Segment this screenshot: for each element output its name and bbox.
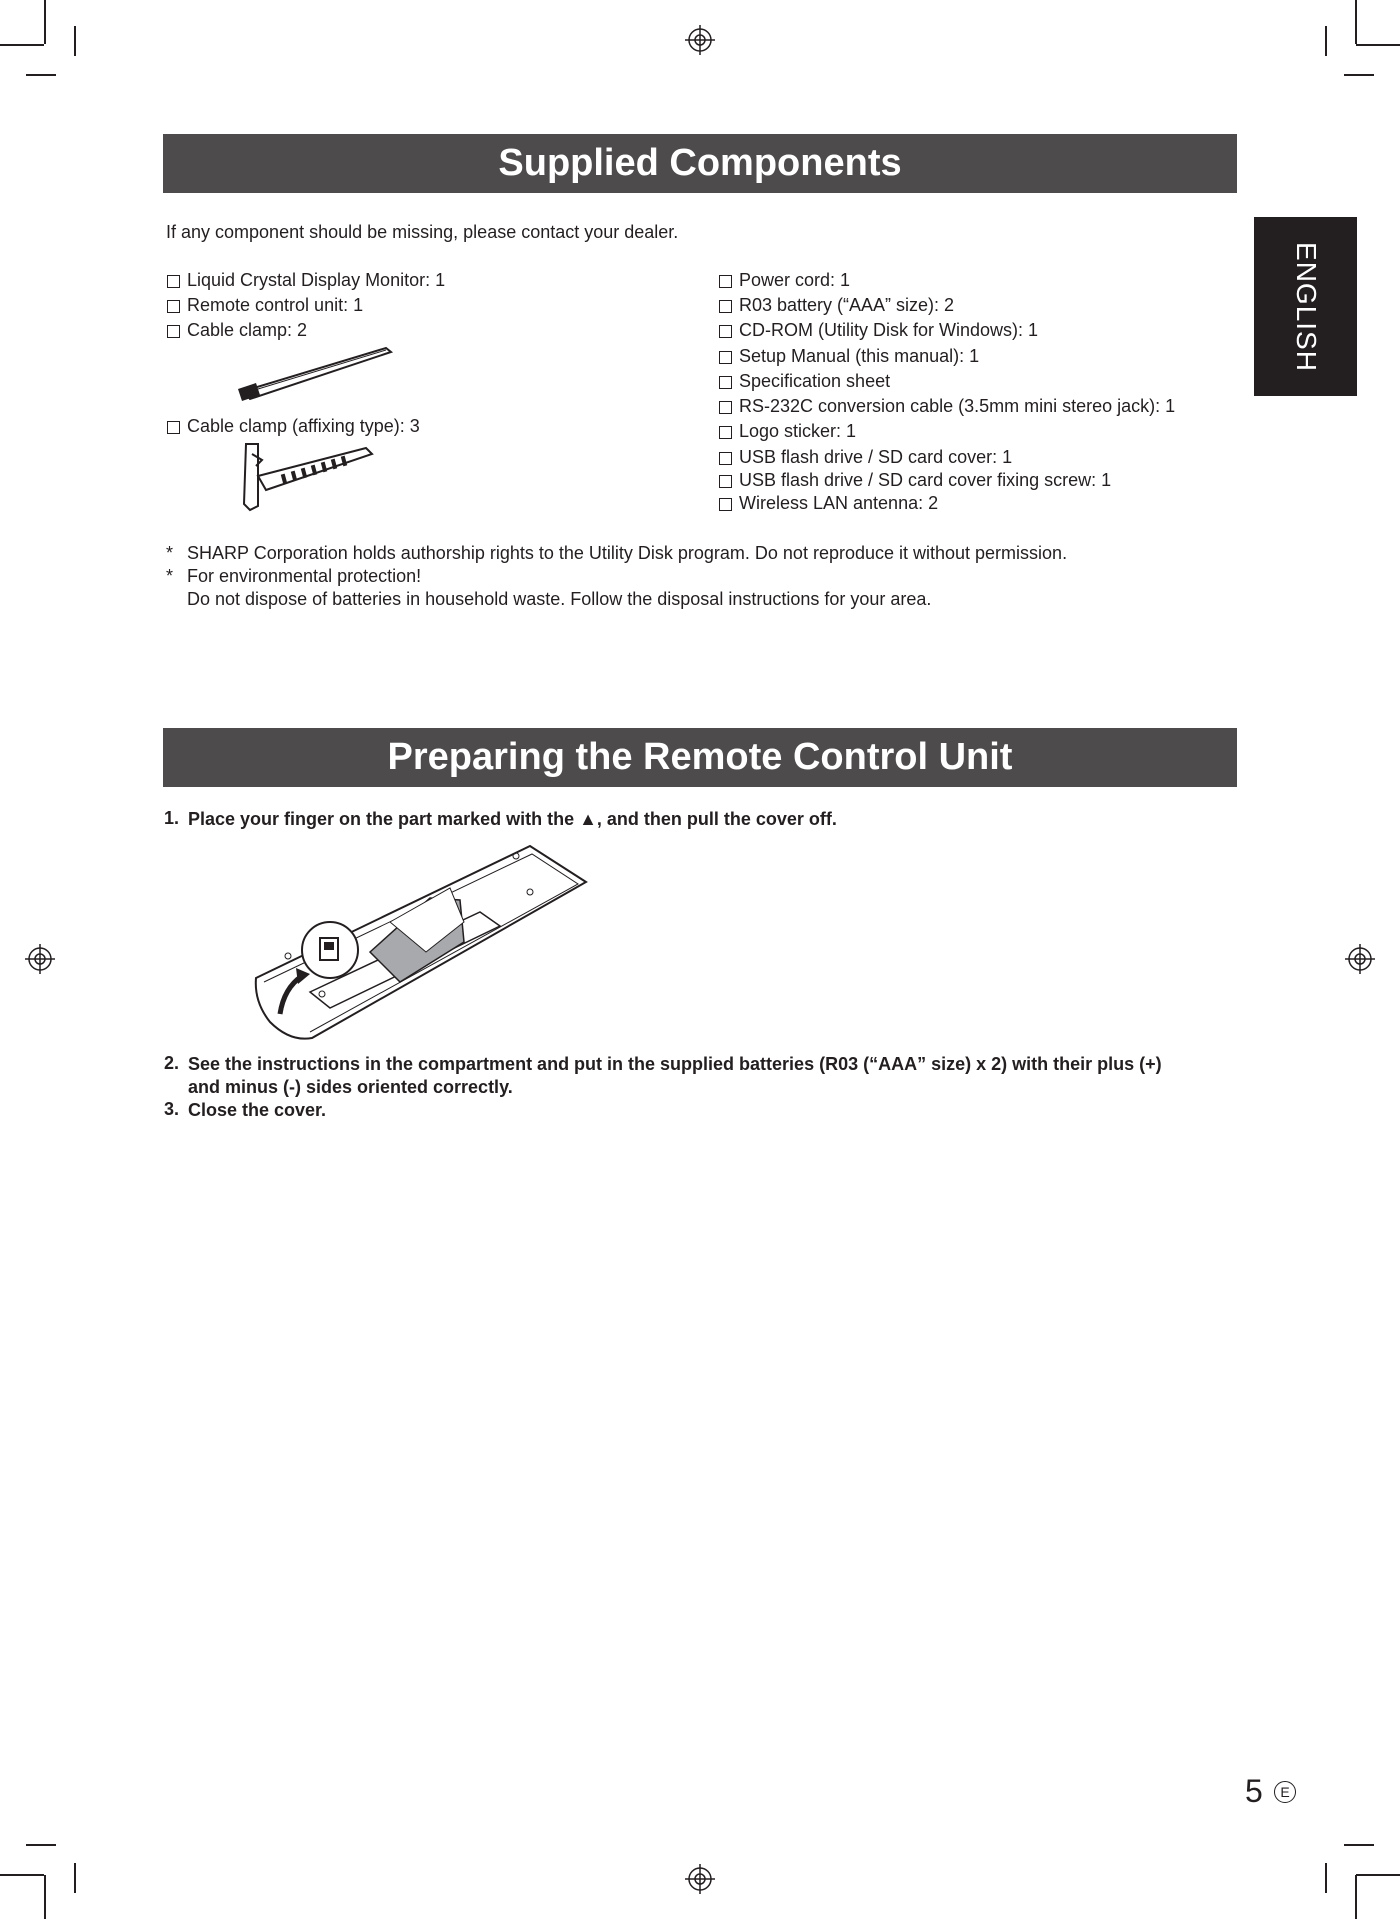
checkbox-icon bbox=[719, 376, 732, 389]
checkbox-icon bbox=[167, 275, 180, 288]
checkbox-icon bbox=[167, 300, 180, 313]
checkbox-icon bbox=[719, 275, 732, 288]
component-item: Wireless LAN antenna: 2 bbox=[719, 493, 938, 514]
checkbox-icon bbox=[719, 475, 732, 488]
component-item: Liquid Crystal Display Monitor: 1 bbox=[167, 270, 445, 291]
page-number: 5 bbox=[1245, 1773, 1263, 1809]
missing-component-intro: If any component should be missing, please contact your dealer. bbox=[166, 222, 679, 242]
supplied-components-heading: Supplied Components bbox=[163, 134, 1237, 193]
affixing-clamp-illustration bbox=[236, 440, 376, 514]
note-text: For environmental protection! bbox=[187, 566, 422, 586]
component-item: USB flash drive / SD card cover: 1 bbox=[719, 447, 1012, 468]
checkbox-icon bbox=[719, 426, 732, 439]
note-text: Do not dispose of batteries in household waste. Follow the disposal instructions for your area. bbox=[187, 589, 932, 609]
remote-control-heading: Preparing the Remote Control Unit bbox=[163, 728, 1237, 787]
page-suffix-badge: E bbox=[1274, 1781, 1296, 1803]
component-item: Cable clamp (affixing type): 3 bbox=[167, 416, 420, 437]
component-item: R03 battery (“AAA” size): 2 bbox=[719, 295, 954, 316]
component-item: Setup Manual (this manual): 1 bbox=[719, 346, 979, 367]
checkbox-icon bbox=[167, 421, 180, 434]
checkbox-icon bbox=[719, 351, 732, 364]
note-mark: * bbox=[166, 566, 174, 586]
language-label: ENGLISH bbox=[1290, 241, 1322, 372]
note-mark: * bbox=[166, 543, 174, 563]
component-item: USB flash drive / SD card cover fixing screw: 1 bbox=[719, 470, 1111, 491]
component-item: Power cord: 1 bbox=[719, 270, 850, 291]
component-item: Logo sticker: 1 bbox=[719, 421, 856, 442]
language-tab bbox=[1254, 217, 1357, 396]
checkbox-icon bbox=[719, 325, 732, 338]
checkbox-icon bbox=[719, 401, 732, 414]
note-text: SHARP Corporation holds authorship rights to the Utility Disk program. Do not reproduce it without permission. bbox=[187, 543, 1068, 563]
component-item: RS-232C conversion cable (3.5mm mini stereo jack): 1 bbox=[719, 396, 1175, 417]
component-item: CD-ROM (Utility Disk for Windows): 1 bbox=[719, 320, 1038, 341]
component-item: Cable clamp: 2 bbox=[167, 320, 307, 341]
component-item: Remote control unit: 1 bbox=[167, 295, 363, 316]
checkbox-icon bbox=[719, 498, 732, 511]
checkbox-icon bbox=[719, 300, 732, 313]
cable-clamp-illustration bbox=[236, 343, 398, 407]
component-item: Specification sheet bbox=[719, 371, 890, 392]
checkbox-icon bbox=[719, 452, 732, 465]
remote-control-illustration bbox=[250, 842, 590, 1042]
checkbox-icon bbox=[167, 325, 180, 338]
